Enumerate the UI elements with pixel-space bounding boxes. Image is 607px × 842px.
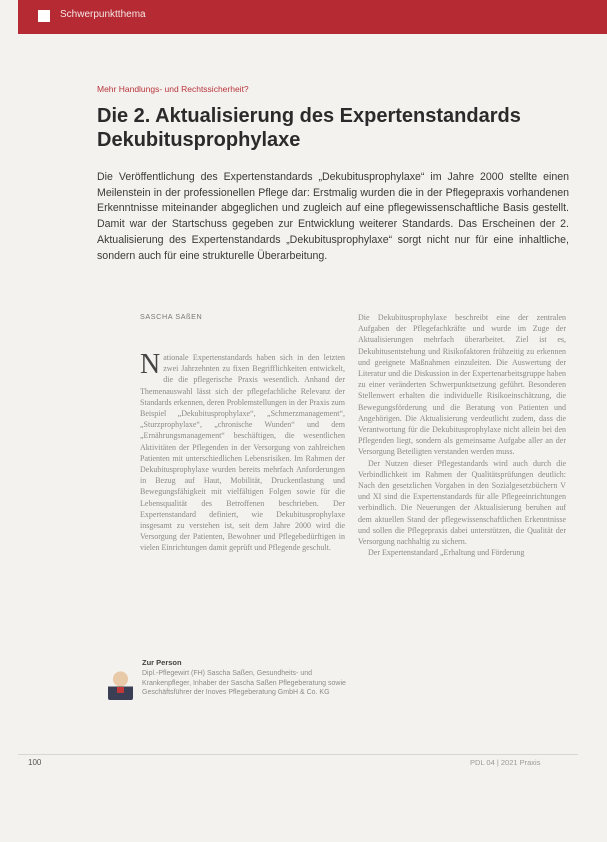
about-person-text: Dipl.-Pflegewirt (FH) Sascha Saßen, Gesundheits- und Krankenpfleger, Inhaber der Sascha Saßen Pflegeberatung sowie Geschäftsführer der Inoves Pflegeberatung GmbH & Co. KG xyxy=(142,670,346,696)
section-square-icon xyxy=(38,10,50,22)
author-name: SASCHA SAßEN xyxy=(140,312,203,321)
section-label: Schwerpunktthema xyxy=(60,9,146,20)
author-photo xyxy=(108,670,133,700)
footer-publication: PDL 04 | 2021 Praxis xyxy=(470,758,541,767)
article-kicker: Mehr Handlungs- und Rechtssicherheit? xyxy=(97,84,249,94)
body-paragraph: Die Dekubitusprophylaxe beschreibt eine der zentralen Aufgaben der Pflegefachkräfte und wurde im Zuge der Aktualisierungen mehrfach überarbeitet. Ziel ist es, Dekubitusentstehung und Risikofaktoren frühzeitig zu erkennen und geeignete Maßnahmen einzuleiten. Die Auswertung der Literatur und die Diskussion in der Expertenarbeitsgruppe haben zu einer veränderten Schwerpunktsetzung geführt. Besonderen Stellenwert erhalten die individuelle Risikoeinschätzung, die Bewegungsförderung und die Beratung von Patienten und Angehörigen. Die Aktualisierung verdeutlicht zudem, dass die Verantwortung für die Dekubitusprophylaxe nicht allein bei den Pflegenden liegt, sondern als gemeinsame Aufgabe aller an der Versorgung Beteiligten verstanden werden muss. xyxy=(358,313,566,457)
section-header-bar xyxy=(18,0,607,34)
about-person-box xyxy=(108,658,348,696)
body-column-right xyxy=(358,312,566,558)
body-column-left xyxy=(140,349,345,554)
body-text-left: ationale Expertenstandards haben sich in den letzten zwei Jahrzehnten zu fixen Begrifflichkeiten entwickelt, die die pflegerische Praxis wesentlich. Anhand der Themenauswahl lässt sich der pflegefachliche Relevanz der Standards erkennen, deren Problemstellungen in der Praxis zum Beispiel „Dekubitusprophylaxe“, „Schmerzmanagement“, „Sturzprophylaxe“, „chronische Wunden“ und dem „Ernährungsmanagement“ beschäftigen, die wesentlichen Aktivitäten der Pflegenden in der Versorgung von zahlreichen Patienten mit unterschiedlichen Lebensrisiken. Im Rahmen der Dekubitusprophylaxe wurden bereits mehrfach Anforderungen in Bezug auf Haut, Mobilität, Druckentlastung und Bewegungsfähigkeit mit vielfältigen Folgen sowie für die Lebensqualität des Betroffenen beschrieben. Der Expertenstandard definiert, wie Dekubitusprophylaxe insgesamt zu verstehen ist, seit dem Jahre 2000 wird die Versorgung der Patienten, Bewohner und Pflegebedürftigen in vielen Einrichtungen damit geprüft und Pflegende geschult. xyxy=(140,353,345,553)
about-person-heading: Zur Person xyxy=(142,658,182,667)
body-paragraph: Der Expertenstandard „Erhaltung und Förderung xyxy=(368,548,525,558)
drop-cap: N xyxy=(140,349,161,380)
footer-divider xyxy=(18,754,578,755)
article-lead: Die Veröffentlichung des Expertenstandards „Dekubitusprophylaxe“ im Jahre 2000 stellte einen Meilenstein in der professionellen Pflege dar: Erstmalig wurden die in der Pflegepraxis vorhandenen Erkenntnisse miteinander abgeglichen und zugleich auf eine pflegewissenschaftliche Basis gestellt. Damit war der Startschuss gegeben zur Entwicklung weiterer Standards. Das Erscheinen der 2. Aktualisierung des Expertenstandards „Dekubitusprophylaxe“ sorgt nicht nur für eine inhaltliche, sondern auch für eine strukturelle Überarbeitung. xyxy=(97,171,569,262)
body-paragraph: Der Nutzen dieser Pflegestandards wird auch durch die Verbindlichkeit im Rahmen der Qualitätsprüfungen deutlich: Nach den gesetzlichen Vorgaben in den Sozialgesetzbüchern V und XI sind die Expertenstandards für alle Pflegeeinrichtungen verbindlich. Die Neuerungen der Aktualisierung beruhen auf dem aktuellen Stand der pflegewissenschaftlichen Erkenntnisse und sollen die Pflegepraxis dabei unterstützen, die Qualität der Versorgung nachhaltig zu sichern. xyxy=(358,458,566,547)
page-number: 100 xyxy=(28,758,42,767)
article-title: Die 2. Aktualisierung des Expertenstandards Dekubitusprophylaxe xyxy=(97,105,521,151)
